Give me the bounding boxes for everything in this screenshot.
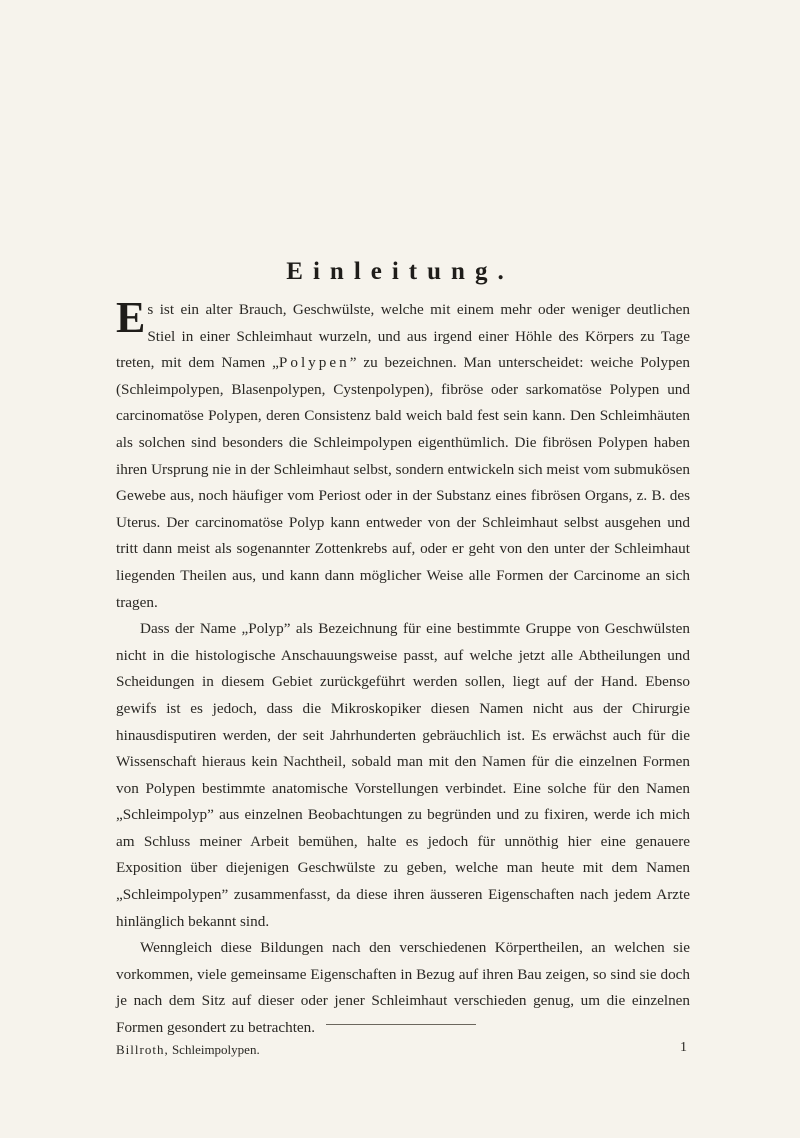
paragraph-1-text-b: ” zu bezeichnen. Man unterscheidet: weiche Polypen (Schleimpolypen, Blasenpolypen, Cystenpolypen), fibröse oder sarkomatöse Polypen und carcinomatöse Polypen, deren Consistenz bald weich bald fest sein kann. Den Schleimhäuten als solchen sind besonders die Schleimpolypen eigenthümlich. Die fibrösen Polypen haben ihren Ursprung nie in der Schleimhaut selbst, sondern entwickeln sich meist vom submukösen Gewebe aus, noch häufiger vom Periost oder in der Substanz eines fibrösen Organs, z. B. des Uterus. Der carcinomatöse Polyp kann entweder von der Schleimhaut selbst ausgehen und tritt dann meist als sogenannter Zottenkrebs auf, oder er geht von den unter der Schleimhaut liegenden Theilen aus, und kann dann möglicher Weise alle Formen der Carcinome an sich tragen. <box>116 354 690 611</box>
chapter-heading: Einleitung. <box>286 258 514 285</box>
body-text <box>116 293 690 1042</box>
sheet-signature: 1 <box>680 1040 687 1055</box>
paragraph-1-spaced-term: Polypen <box>278 354 350 372</box>
paragraph-2: Dass der Name „Polyp” als Bezeichnung für eine bestimmte Gruppe von Geschwülsten nicht in die histologische Anschauungsweise passt, auf welche jetzt alle Abtheilungen und Scheidungen in diesem Gebiet zurückgeführt werden sollen, liegt auf der Hand. Ebenso gewifs ist es jedoch, dass die Mikroskopiker diesen Namen nicht aus der Chirurgie hinausdisputiren werden, der seit Jahrhunderten gebräuchlich ist. Es erwächst auch für die Wissenschaft hieraus kein Nachtheil, sobald man mit den Namen für die einzelnen Formen von Polypen bestimmte anatomische Vorstellungen verbindet. Eine solche für den Namen „Schleimpolyp” aus einzelnen Beobachtungen zu begründen und zu fixiren, werde ich mich am Schluss meiner Arbeit bemühen, halte es jedoch für unnöthig hier eine genauere Exposition über diejenigen Geschwülste zu geben, welche man heute mit dem Namen „Schleimpolypen” zusammenfasst, da diese ihren äusseren Eigenschaften nach jedem Arzte hinlänglich bekannt sind. <box>116 620 690 930</box>
paragraph-1-text-a: s ist ein alter Brauch, Geschwülste, welche mit einem mehr oder weniger deutlichen Stiel in einer Schleimhaut wurzeln, und aus irgend einer Höhle des Körpers zu Tage treten, mit dem Namen „ <box>116 301 690 372</box>
drop-cap: E <box>116 293 146 342</box>
paragraph-1 <box>116 293 690 616</box>
footer-author: Billroth, <box>116 1042 169 1057</box>
paragraph-3: Wenngleich diese Bildungen nach den verschiedenen Körpertheilen, an welchen sie vorkommen, viele gemeinsame Eigenschaften in Bezug auf ihren Bau zeigen, so sind sie doch je nach dem Sitz auf dieser oder jener Schleimhaut verschieden genug, um die einzelnen Formen gesondert zu betrachten. <box>116 939 690 1037</box>
footer-rule <box>326 1024 476 1025</box>
footer-signature-line <box>116 1042 260 1058</box>
footer-title: Schleimpolypen. <box>171 1042 260 1057</box>
